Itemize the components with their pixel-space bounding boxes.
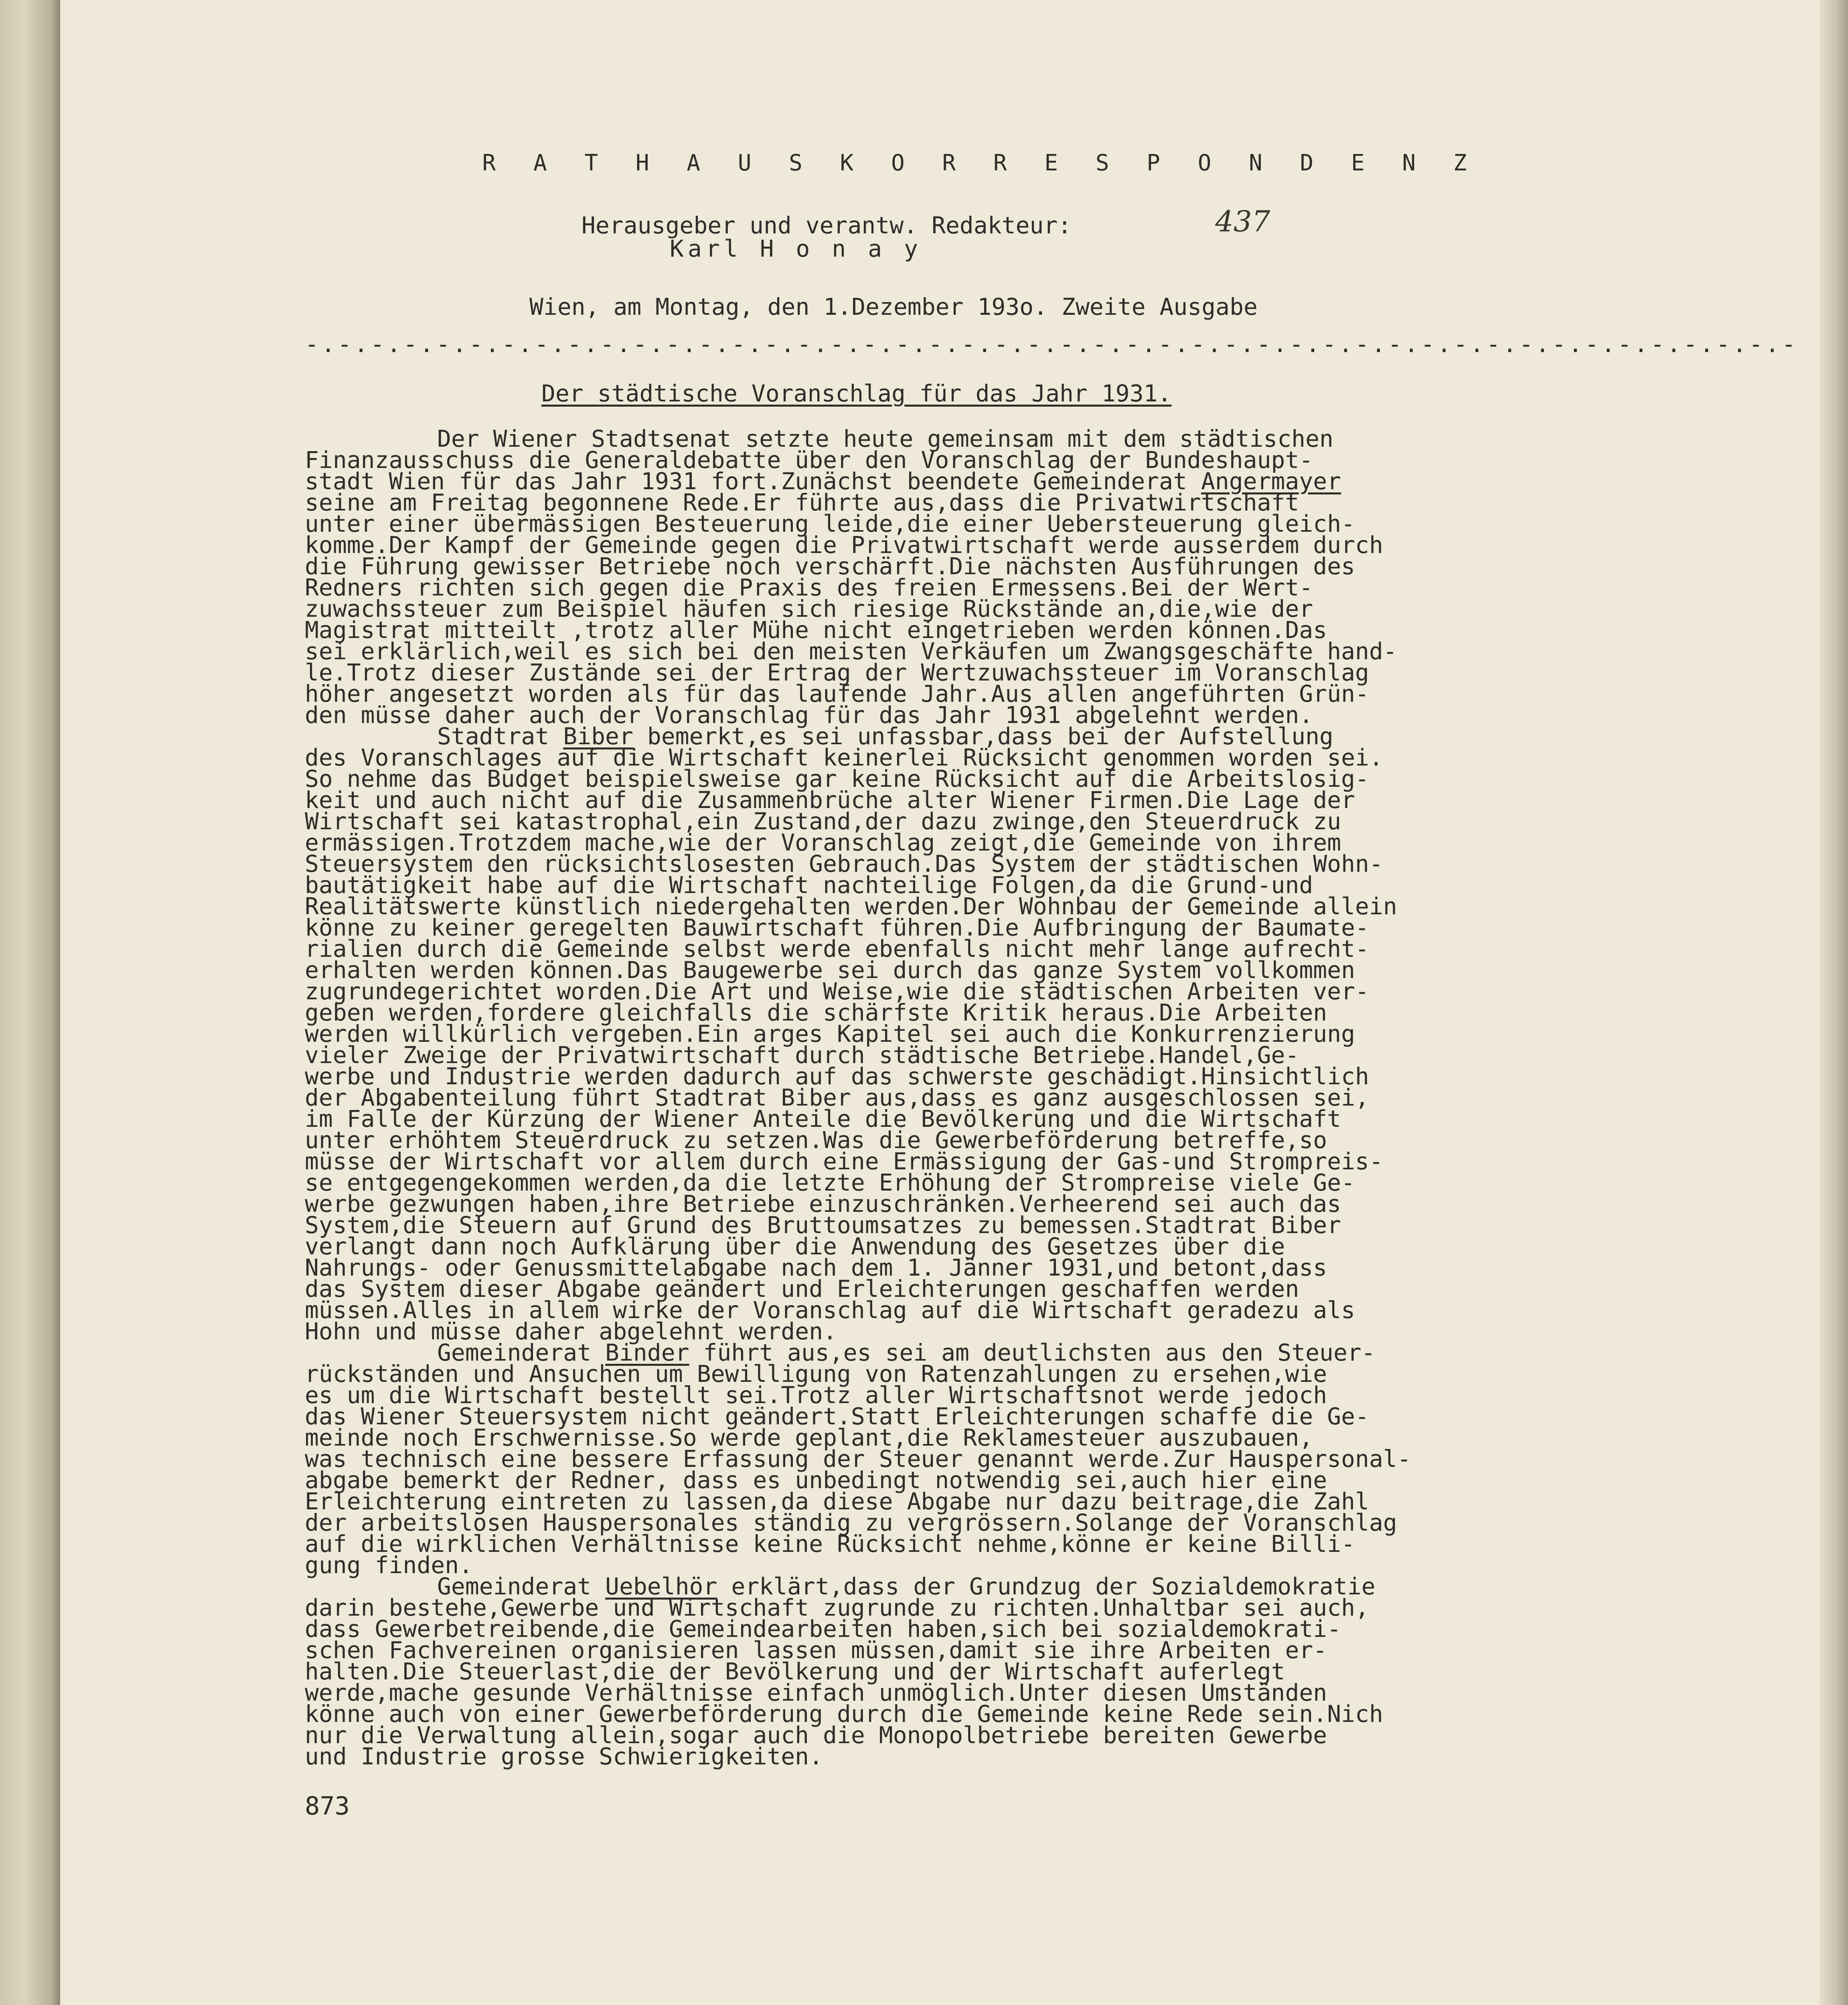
text-line: Redners richten sich gegen die Praxis des freien Ermessens.Bei der Wert- — [305, 574, 1313, 601]
text-line: den müsse daher auch der Voranschlag für das Jahr 1931 abgelehnt werden. — [305, 701, 1313, 729]
publisher-line: Herausgeber und verantw. Redakteur: — [582, 212, 1072, 239]
separator-line: -.-.-.-.-.-.-.-.-.-.-.-.-.-.-.-.-.-.-.-.-.-.-.-.-.-.-.-.-.-.-.-.-.-.-.-.-.-.-.-.-.-.-.-.-.- — [305, 330, 1798, 358]
text-line: auf die wirklichen Verhältnisse keine Rücksicht nehme,könne er keine Billi- — [305, 1530, 1355, 1557]
text-line: werde,mache gesunde Verhältnisse einfach unmöglich.Unter diesen Umständen — [305, 1679, 1327, 1706]
text-span: Stadtrat — [437, 723, 549, 750]
text-line: vieler Zweige der Privatwirtschaft durch städtische Betriebe.Handel,Ge- — [305, 1041, 1299, 1069]
text-line: unter einer übermässigen Besteuerung leide,die einer Uebersteuerung gleich- — [305, 510, 1355, 537]
text-line: werden willkürlich vergeben.Ein arges Kapitel sei auch die Konkurrenzierung — [305, 1020, 1355, 1047]
text-line: darin bestehe,Gewerbe und Wirtschaft zugrunde zu richten.Unhaltbar sei auch, — [305, 1594, 1369, 1621]
text-line: Erleichterung eintreten zu lassen,da diese Abgabe nur dazu beitrage,die Zahl — [305, 1488, 1369, 1515]
paragraph-3 — [305, 1339, 1612, 1579]
text-line: höher angesetzt worden als für das laufende Jahr.Aus allen angeführten Grün- — [305, 680, 1369, 707]
underlined-name: Biber — [563, 723, 633, 750]
text-line: nur die Verwaltung allein,sogar auch die Monopolbetriebe bereiten Gewerbe — [305, 1721, 1327, 1749]
text-line: abgabe bemerkt der Redner, dass es unbedingt notwendig sei,auch hier eine — [305, 1466, 1327, 1494]
handwritten-page-number: 437 — [1215, 205, 1270, 238]
text-line: der Abgabenteilung führt Stadtrat Biber aus,dass es ganz ausgeschlossen sei, — [305, 1084, 1369, 1111]
publisher-block — [582, 205, 1612, 262]
text-line: werbe gezwungen haben,ihre Betriebe einzuschränken.Verheerend sei auch das — [305, 1190, 1341, 1217]
text-line: könne auch von einer Gewerbeförderung durch die Gemeinde keine Rede sein.Nich — [305, 1700, 1383, 1728]
text-line: le.Trotz dieser Zustände sei der Ertrag der Wertzuwachssteuer im Voranschlag — [305, 659, 1369, 686]
text-line: Der Wiener Stadtsenat setzte heute gemeinsam mit dem städtischen — [437, 425, 1333, 452]
text-line: Wirtschaft sei katastrophal,ein Zustand,der dazu zwinge,den Steuerdruck zu — [305, 808, 1341, 835]
text-line: unter erhöhtem Steuerdruck zu setzen.Was die Gewerbeförderung betreffe,so — [305, 1126, 1327, 1154]
text-line: gung finden. — [305, 1551, 473, 1579]
typewritten-sheet — [305, 150, 1798, 1821]
footer-page-number: 873 — [305, 1791, 350, 1821]
text-line: Nahrungs- oder Genussmittelabgabe nach dem 1. Jänner 1931,und betont,dass — [305, 1254, 1327, 1281]
text-line: Hohn und müsse daher abgelehnt werden. — [305, 1318, 837, 1345]
book-gutter — [0, 0, 60, 2005]
text-span: Gemeinderat — [437, 1339, 592, 1366]
text-line: ermässigen.Trotzdem mache,wie der Voranschlag zeigt,die Gemeinde von ihrem — [305, 829, 1341, 856]
document-page — [60, 0, 1820, 2005]
article-title: Der städtische Voranschlag für das Jahr 1931. — [541, 380, 1172, 407]
text-line: verlangt dann noch Aufklärung über die Anwendung des Gesetzes über die — [305, 1233, 1285, 1260]
text-line: rialien durch die Gemeinde selbst werde ebenfalls nicht mehr lange aufrecht- — [305, 935, 1369, 962]
paragraph-2 — [305, 723, 1612, 1345]
text-line: was technisch eine bessere Erfassung der Steuer genannt werde.Zur Hauspersonal- — [305, 1445, 1411, 1472]
text-line: müsse der Wirtschaft vor allem durch eine Ermässigung der Gas-und Strompreis- — [305, 1148, 1383, 1175]
dateline: Wien, am Montag, den 1.Dezember 193o. Zweite Ausgabe — [529, 293, 1258, 320]
text-line: dass Gewerbetreibende,die Gemeindearbeiten haben,sich bei sozialdemokrati- — [305, 1615, 1341, 1642]
text-span: stadt Wien für das Jahr 1931 fort.Zunächst beendete Gemeinderat — [305, 468, 1187, 495]
article-body — [305, 425, 1612, 1770]
text-line: schen Fachvereinen organisieren lassen müssen,damit sie ihre Arbeiten er- — [305, 1636, 1327, 1664]
text-line: se entgegengekommen werden,da die letzte Erhöhung der Strompreise viele Ge- — [305, 1169, 1355, 1196]
text-line: seine am Freitag begonnene Rede.Er führte aus,dass die Privatwirtschaft — [305, 489, 1299, 516]
text-line: zuwachssteuer zum Beispiel häufen sich riesige Rückstände an,die,wie der — [305, 595, 1313, 622]
text-line: System,die Steuern auf Grund des Bruttoumsatzes zu bemessen.Stadtrat Biber — [305, 1211, 1341, 1239]
text-line: die Führung gewisser Betriebe noch verschärft.Die nächsten Ausführungen des — [305, 553, 1355, 580]
text-line: das System dieser Abgabe geändert und Erleichterungen geschaffen werden — [305, 1275, 1299, 1302]
paragraph-1 — [305, 425, 1612, 729]
text-line: werbe und Industrie werden dadurch auf das schwerste geschädigt.Hinsichtlich — [305, 1063, 1369, 1090]
text-span: bemerkt,es sei unfassbar,dass bei der Aufstellung — [647, 723, 1333, 750]
paragraph-4 — [305, 1573, 1612, 1770]
text-span: Gemeinderat — [437, 1573, 592, 1600]
text-line: keit und auch nicht auf die Zusammenbrüche alter Wiener Firmen.Die Lage der — [305, 786, 1355, 814]
text-line: Realitätswerte künstlich niedergehalten werden.Der Wohnbau der Gemeinde allein — [305, 893, 1397, 920]
text-line: im Falle der Kürzung der Wiener Anteile die Bevölkerung und die Wirtschaft — [305, 1105, 1341, 1132]
text-line: und Industrie grosse Schwierigkeiten. — [305, 1743, 823, 1770]
text-line: das Wiener Steuersystem nicht geändert.Statt Erleichterungen schaffe die Ge- — [305, 1403, 1369, 1430]
underlined-name: Binder — [605, 1339, 689, 1366]
text-line: bautätigkeit habe auf die Wirtschaft nachteilige Folgen,da die Grund-und — [305, 871, 1313, 899]
text-line: zugrundegerichtet worden.Die Art und Weise,wie die städtischen Arbeiten ver- — [305, 978, 1369, 1005]
text-line: Magistrat mitteilt ,trotz aller Mühe nicht eingetrieben werden können.Das — [305, 616, 1327, 644]
page-edge — [1820, 0, 1848, 2005]
text-line: Steuersystem den rücksichtslosesten Gebrauch.Das System der städtischen Wohn- — [305, 850, 1383, 877]
text-line: meinde noch Erschwernisse.So werde geplant,die Reklamesteuer auszubauen, — [305, 1424, 1313, 1451]
text-line: geben werden,fordere gleichfalls die schärfste Kritik heraus.Die Arbeiten — [305, 999, 1327, 1026]
text-line: sei erklärlich,weil es sich bei den meisten Verkäufen um Zwangsgeschäfte hand- — [305, 638, 1397, 665]
text-line: halten.Die Steuerlast,die der Bevölkerung und der Wirtschaft auferlegt — [305, 1658, 1285, 1685]
masthead: R A T H A U S K O R R E S P O N D E N Z — [482, 150, 1479, 176]
underlined-name: Uebelhör — [605, 1573, 717, 1600]
text-line: es um die Wirtschaft bestellt sei.Trotz aller Wirtschaftsnot werde jedoch — [305, 1381, 1327, 1409]
text-line: rückständen und Ansuchen um Bewilligung von Ratenzahlungen zu ersehen,wie — [305, 1360, 1327, 1387]
underlined-name: Angermayer — [1201, 468, 1341, 495]
editor-name: Karl H o n a y — [670, 235, 922, 262]
text-line: Finanzausschuss die Generaldebatte über den Voranschlag der Bundeshaupt- — [305, 446, 1313, 474]
text-span: erklärt,dass der Grundzug der Sozialdemokratie — [731, 1573, 1376, 1600]
text-line: des Voranschlages auf die Wirtschaft keinerlei Rücksicht genommen worden sei. — [305, 744, 1383, 771]
text-line: komme.Der Kampf der Gemeinde gegen die Privatwirtschaft werde ausserdem durch — [305, 531, 1383, 559]
text-line: So nehme das Budget beispielsweise gar keine Rücksicht auf die Arbeitslosig- — [305, 765, 1369, 792]
text-line: erhalten werden können.Das Baugewerbe sei durch das ganze System vollkommen — [305, 956, 1355, 984]
text-line: müssen.Alles in allem wirke der Voranschlag auf die Wirtschaft geradezu als — [305, 1296, 1355, 1324]
text-span: führt aus,es sei am deutlichsten aus den Steuer- — [703, 1339, 1376, 1366]
text-line: könne zu keiner geregelten Bauwirtschaft führen.Die Aufbringung der Baumate- — [305, 914, 1369, 941]
text-line: der arbeitslosen Hauspersonales ständig zu vergrössern.Solange der Voranschlag — [305, 1509, 1397, 1536]
